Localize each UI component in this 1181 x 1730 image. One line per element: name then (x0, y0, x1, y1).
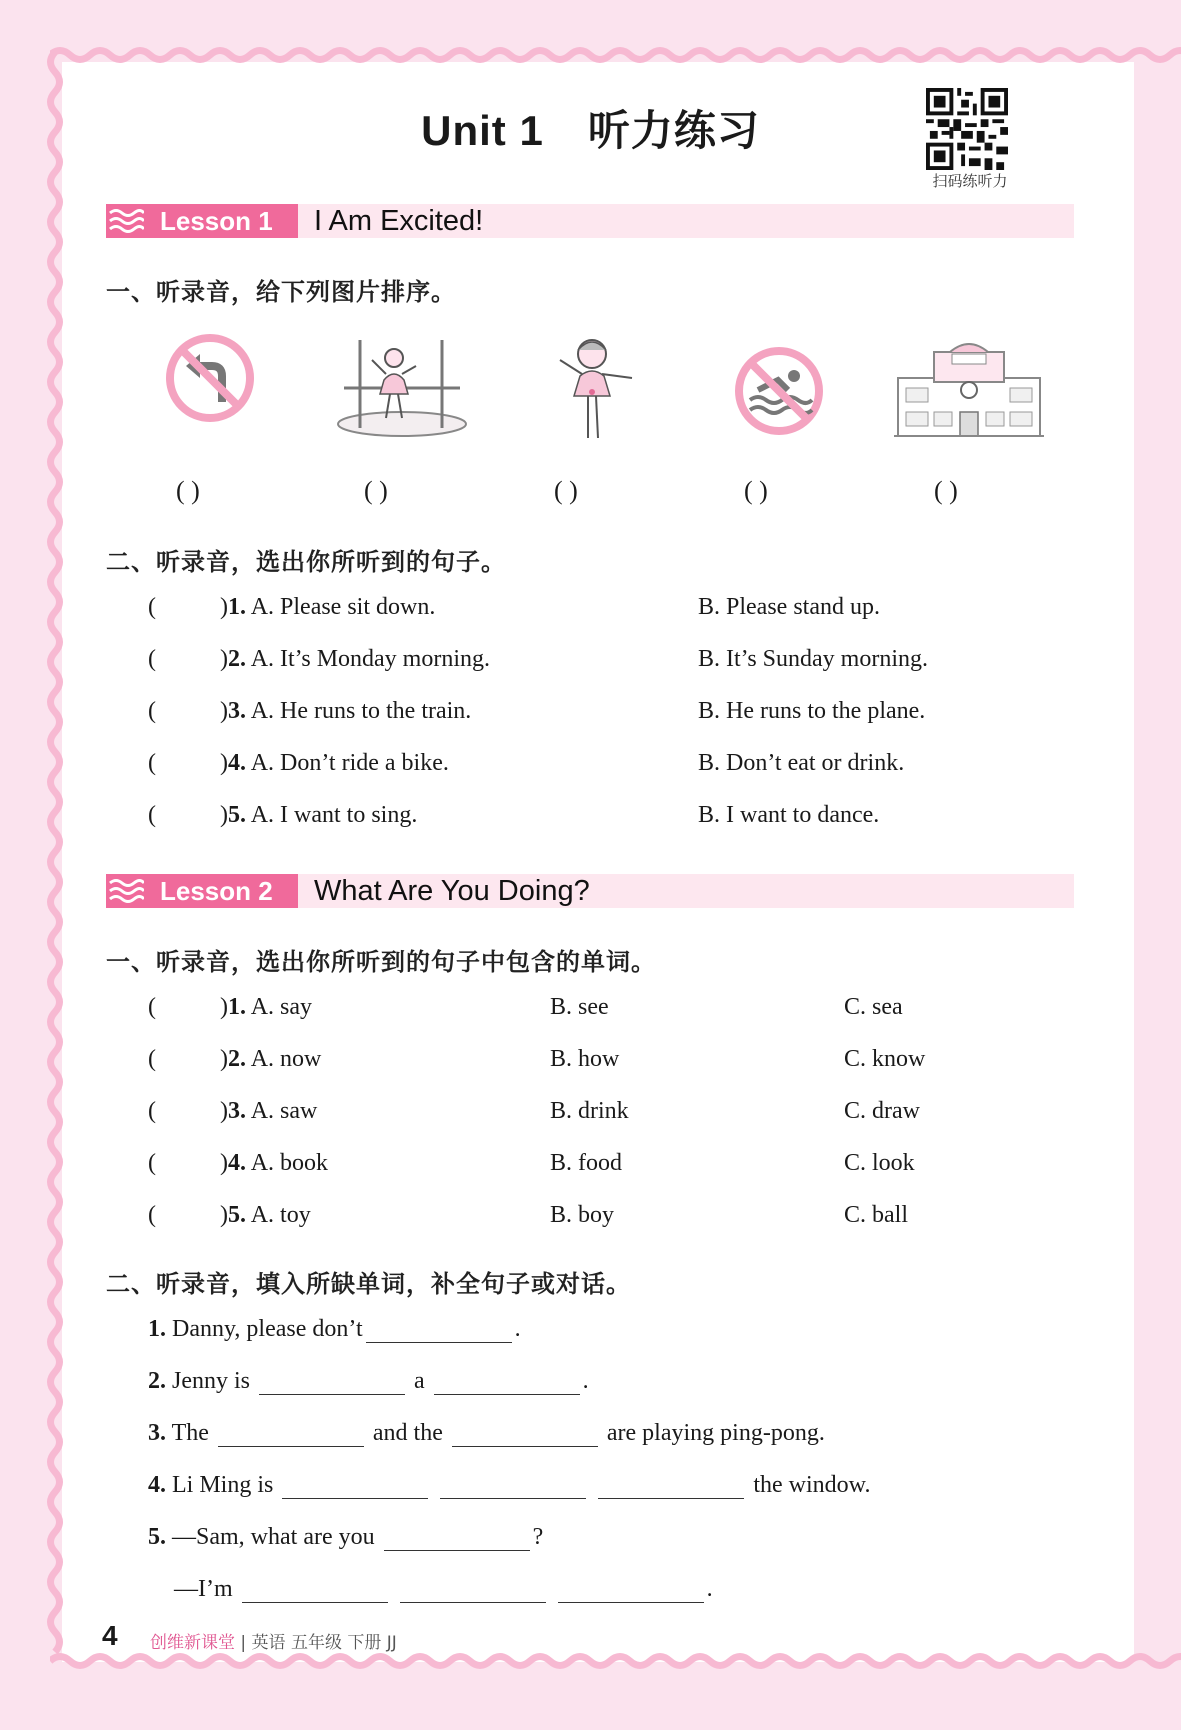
fill-blank[interactable] (558, 1578, 704, 1603)
option-b: B. It’s Sunday morning. (698, 646, 929, 672)
question-number: 5. (228, 1202, 246, 1228)
sentence-text: are playing ping-pong. (606, 1420, 825, 1446)
lesson-1-tag (106, 204, 298, 238)
question-number: 4. (148, 1472, 166, 1498)
question-number: 3. (228, 698, 246, 724)
option-b: B. He runs to the plane. (698, 698, 926, 724)
fill-sentence-5 (148, 1524, 543, 1551)
question-row: ( )4. A. Don’t ride a bike. (148, 750, 449, 776)
option-a: A. now (250, 1046, 322, 1072)
fill-blank[interactable] (366, 1318, 512, 1343)
lesson-1-part-1-heading: 一、听录音，给下列图片排序。 (106, 278, 456, 306)
question-number: 3. (228, 1098, 246, 1124)
question-row: ( )2. A. It’s Monday morning. (148, 646, 491, 672)
option-a: A. toy (250, 1202, 311, 1228)
no-swimming-sign-icon (732, 344, 826, 438)
sentence-text: The (171, 1420, 209, 1446)
lesson-2-part-1-heading: 一、听录音，选出你所听到的句子中包含的单词。 (106, 948, 656, 976)
question-number: 4. (228, 1150, 246, 1176)
sentence-text: Danny, please don’t (172, 1316, 363, 1342)
lesson-1-title: I Am Excited! (314, 205, 484, 237)
train-station-building-picture (894, 338, 1044, 442)
option-c: C. know (844, 1046, 926, 1072)
fill-blank[interactable] (282, 1474, 428, 1499)
option-a: A. book (250, 1150, 329, 1176)
picture-2-answer-bracket[interactable]: ( ) (364, 476, 388, 505)
option-b: B. I want to dance. (698, 802, 880, 828)
question-number: 1. (148, 1316, 166, 1342)
option-a: A. He runs to the train. (250, 698, 472, 724)
picture-1-answer-bracket[interactable]: ( ) (176, 476, 200, 505)
book-info: | 英语 五年级 下册 JJ (240, 1633, 397, 1653)
question-row: ( )1. A. Please sit down. (148, 594, 436, 620)
question-row: ( )1. A. say (148, 994, 313, 1020)
option-c: C. ball (844, 1202, 908, 1228)
qr-code-icon[interactable] (926, 88, 1008, 170)
fill-sentence-5-reply (174, 1576, 713, 1603)
fill-blank[interactable] (259, 1370, 405, 1395)
title-chinese: 听力练习 (587, 107, 760, 154)
question-number: 2. (228, 1046, 246, 1072)
page-number: 4 (102, 1620, 118, 1651)
fill-sentence-2 (148, 1368, 589, 1395)
wave-stripes-icon (108, 877, 144, 905)
option-c: C. look (844, 1150, 915, 1176)
option-a: A. I want to sing. (250, 802, 418, 828)
fill-blank[interactable] (434, 1370, 580, 1395)
question-row: ( )4. A. book (148, 1150, 329, 1176)
sentence-text: a (414, 1368, 425, 1394)
lesson-2-header (106, 874, 1074, 908)
lesson-2-title: What Are You Doing? (314, 875, 590, 907)
qr-label: 扫码练听力 (932, 172, 1008, 190)
sentence-text: —Sam, what are you (172, 1524, 375, 1550)
lesson-2-part-2-heading: 二、听录音，填入所缺单词，补全句子或对话。 (106, 1270, 631, 1298)
wave-stripes-icon (108, 207, 144, 235)
fill-sentence-1 (148, 1316, 521, 1343)
question-number: 1. (228, 594, 246, 620)
question-number: 3. (148, 1420, 166, 1446)
option-b: B. Don’t eat or drink. (698, 750, 905, 776)
option-b: B. Please stand up. (698, 594, 880, 620)
option-a: A. say (250, 994, 313, 1020)
picture-5-answer-bracket[interactable]: ( ) (934, 476, 958, 505)
fill-blank[interactable] (598, 1474, 744, 1499)
question-number: 5. (228, 802, 246, 828)
option-a: A. saw (250, 1098, 318, 1124)
option-b: B. see (550, 994, 609, 1020)
option-b: B. food (550, 1150, 622, 1176)
fill-blank[interactable] (384, 1526, 530, 1551)
sentence-text: the window. (753, 1472, 871, 1498)
option-a: A. Please sit down. (250, 594, 436, 620)
fill-blank[interactable] (218, 1422, 364, 1447)
footer-info (150, 1628, 397, 1653)
sentence-text: Li Ming is (172, 1472, 274, 1498)
wavy-border-top (50, 44, 1181, 66)
fill-blank[interactable] (452, 1422, 598, 1447)
sentence-text: —I’m (174, 1576, 233, 1602)
sentence-text: Jenny is (172, 1368, 250, 1394)
sentence-text: . (706, 1576, 713, 1602)
question-row: ( )5. A. toy (148, 1202, 311, 1228)
girl-dancing-on-stage-picture (334, 338, 470, 442)
lesson-1-part-2-heading: 二、听录音，选出你所听到的句子。 (106, 548, 506, 576)
fill-blank[interactable] (242, 1578, 388, 1603)
option-b: B. boy (550, 1202, 615, 1228)
fill-sentence-4 (148, 1472, 870, 1499)
option-b: B. drink (550, 1098, 629, 1124)
option-c: C. sea (844, 994, 903, 1020)
no-left-turn-sign-icon (164, 332, 256, 424)
lesson-1-header (106, 204, 1074, 238)
picture-4-answer-bracket[interactable]: ( ) (744, 476, 768, 505)
fill-sentence-3 (148, 1420, 825, 1447)
girl-dancing-picture (554, 334, 638, 446)
picture-3-answer-bracket[interactable]: ( ) (554, 476, 578, 505)
sentence-text: . (582, 1368, 589, 1394)
question-number: 4. (228, 750, 246, 776)
lesson-2-tag (106, 874, 298, 908)
question-number: 2. (148, 1368, 166, 1394)
wavy-border-bottom (50, 1650, 1181, 1672)
option-a: A. It’s Monday morning. (250, 646, 491, 672)
lesson-2-label: Lesson 2 (160, 876, 273, 906)
sentence-text: ? (532, 1524, 544, 1550)
lesson-1-label: Lesson 1 (160, 206, 273, 236)
question-number: 5. (148, 1524, 166, 1550)
brand-name: 创维新课堂 (150, 1633, 235, 1653)
sentence-text: . (514, 1316, 521, 1342)
sentence-text: and the (372, 1420, 443, 1446)
option-b: B. how (550, 1046, 620, 1072)
question-number: 1. (228, 994, 246, 1020)
unit-label: Unit 1 (421, 107, 544, 154)
fill-blank[interactable] (440, 1474, 586, 1499)
question-row: ( )3. A. He runs to the train. (148, 698, 472, 724)
option-a: A. Don’t ride a bike. (250, 750, 449, 776)
wavy-border-left (44, 52, 66, 1662)
question-number: 2. (228, 646, 246, 672)
option-c: C. draw (844, 1098, 920, 1124)
question-row: ( )2. A. now (148, 1046, 322, 1072)
fill-blank[interactable] (400, 1578, 546, 1603)
question-row: ( )3. A. saw (148, 1098, 318, 1124)
question-row: ( )5. A. I want to sing. (148, 802, 418, 828)
